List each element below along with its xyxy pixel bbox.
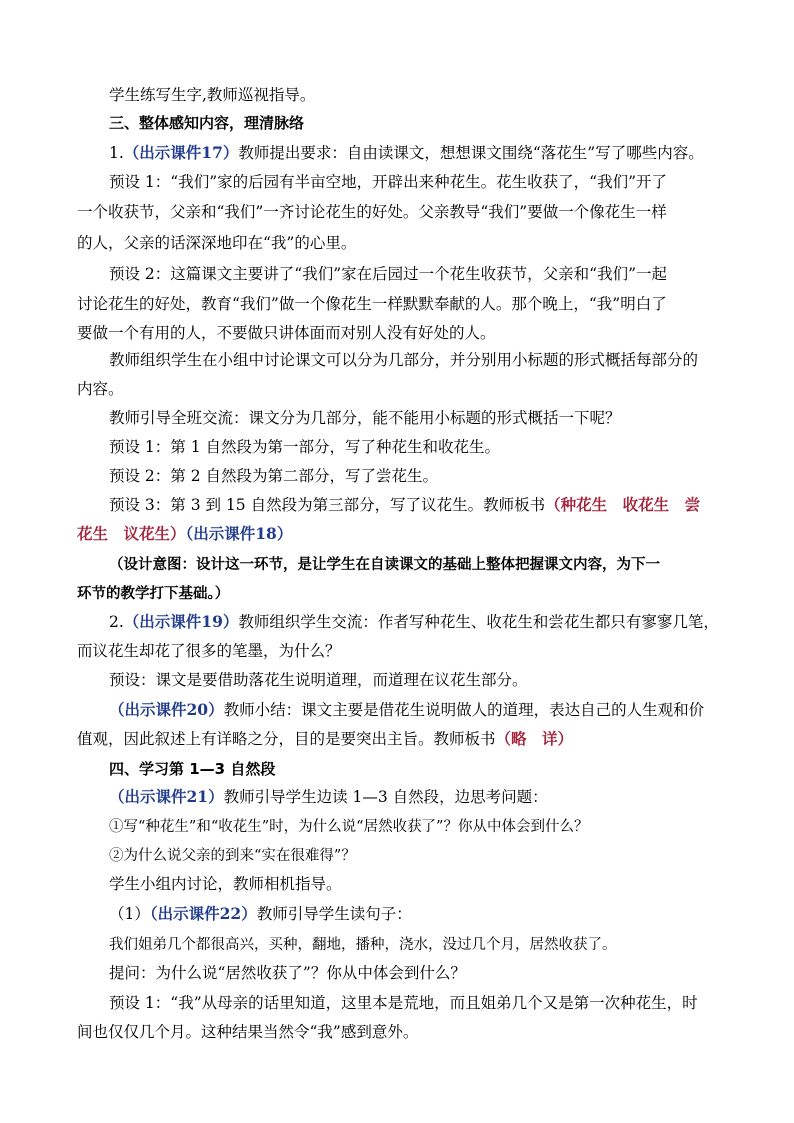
board-note: （种花生 收花生 尝 [545,495,701,514]
text-line: 间也仅仅几个月。这种结果当然令“我”感到意外。 [77,1023,419,1041]
text-line: 学生小组内讨论，教师相机指导。 [109,875,342,893]
paragraph-line [109,143,704,163]
text-line: 内容。 [77,380,124,398]
courseware-tag: （出示课件17） [123,143,239,162]
question-line: ②为什么说父亲的到来“实在很难得”？ [109,848,356,864]
paragraph-line [109,904,412,924]
courseware-tag: （出示课件21） [109,787,224,806]
text-line: 预设 2：这篇课文主要讲了“我们”家在后园过一个花生收获节，父亲和“我们”一起 [109,265,667,283]
board-note: （略 详） [495,729,574,748]
text-line: 讨论花生的好处，教育“我们”做一个像花生一样默默奉献的人。那个晚上，“我”明白了 [77,295,667,313]
courseware-tag: （出示课件20） [109,700,224,719]
text-line: 预设 1：第 1 自然段为第一部分，写了种花生和收花生。 [109,438,501,456]
paragraph-text: 教师引导学生边读 1—3 自然段，边思考问题： [223,788,548,806]
text-line: 教师组织学生在小组中讨论课文可以分为几部分，并分别用小标题的形式概括每部分的 [109,351,699,369]
text-line: 教师引导全班交流：课文分为几部分，能不能用小标题的形式概括一下呢？ [109,409,621,427]
text-line: 预设 1：“我们”家的后园有半亩空地，开辟出来种花生。花生收获了，“我们”开了 [109,173,667,191]
text-line: 而议花生却花了很多的笔墨，为什么？ [77,642,341,660]
courseware-tag: （出示课件18） [185,524,293,543]
paragraph-text: 教师引导学生读句子： [256,905,412,923]
paragraph-line [77,524,292,544]
text-line: 预设 2：第 2 自然段为第二部分，写了尝花生。 [109,467,439,485]
item-number: 1. [109,144,124,162]
section-heading: 四、学习第 1—3 自然段 [109,760,276,778]
paragraph-line [109,700,704,720]
courseware-tag: （出示课件22） [149,904,257,923]
quoted-sentence: 我们姐弟几个都很高兴，买种，翻地，播种，浇水，没过几个月，居然收获了。 [109,937,617,953]
section-heading: 三、整体感知内容，理清脉络 [109,114,305,132]
paragraph-text: 值观，因此叙述上有详略之分，目的是要突出主旨。教师板书 [77,730,496,748]
text-line: 学生练写生字,教师巡视指导。 [109,86,316,104]
item-number: 2. [109,613,124,631]
paragraph-line [109,612,719,632]
text-line: 提问：为什么说“居然收获了”？你从中体会到什么？ [109,964,466,982]
paragraph-text: 教师组织学生交流：作者写种花生、收花生和尝花生都只有寥寥几笔， [238,613,719,631]
design-intent: 环节的教学打下基础。） [77,585,230,602]
question-line: ①写“种花生”和“收花生”时，为什么说“居然收获了”？你从中体会到什么？ [109,819,589,835]
paragraph-line [109,787,548,807]
paragraph-text: 教师小结：课文主要是借花生说明做人的道理，表达自己的人生观和价 [223,701,705,719]
text-line: 预设：课文是要借助落花生说明道理，而道理在议花生部分。 [109,671,528,689]
courseware-tag: （出示课件19） [123,612,239,631]
item-number: （1） [109,905,150,923]
paragraph-text: 教师提出要求：自由读课文，想想课文围绕“落花生”写了哪些内容。 [238,144,704,162]
text-line: 一个收获节，父亲和“我们”一齐讨论花生的好处。父亲教导“我们”要做一个像花生一样 [77,203,667,221]
board-note: 花生 议花生） [77,524,186,543]
text-line: 预设 1：“我”从母亲的话里知道，这里本是荒地，而且姐弟几个又是第一次种花生，时 [109,994,698,1012]
text-line: 的人，父亲的话深深地印在“我”的心里。 [77,234,357,252]
text-line: 要做一个有用的人，不要做只讲体面而对别人没有好处的人。 [77,324,496,342]
paragraph-line [109,495,700,515]
paragraph-line [77,729,573,749]
design-intent: （设计意图：设计这一环节，是让学生在自读课文的基础上整体把握课文内容，为下一 [109,556,660,573]
paragraph-text: 预设 3：第 3 到 15 自然段为第三部分，写了议花生。教师板书 [109,496,546,514]
